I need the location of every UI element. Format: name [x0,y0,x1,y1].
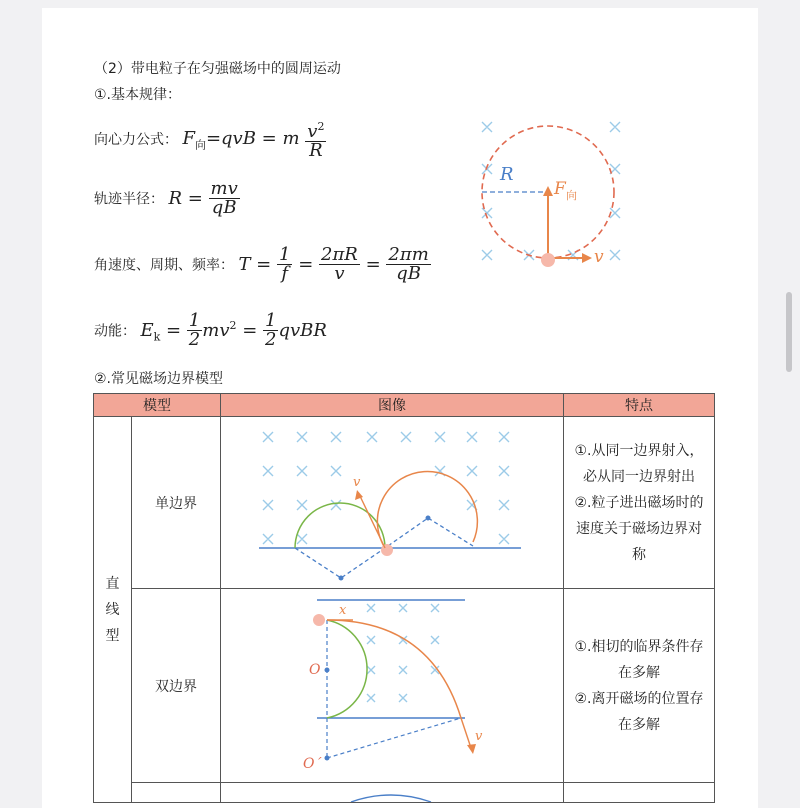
velocity-label: v [353,474,361,490]
subheading-boundary-models: ②.常见磁场边界模型 [94,371,224,387]
partial-diagram [221,784,563,802]
single-boundary-diagram [221,418,563,588]
velocity-arrowhead [582,253,592,263]
formula-radius [94,180,240,217]
force-label: F [554,179,566,199]
o-label: O [309,661,321,678]
radius-label: R [500,164,514,185]
section-heading: （2）带电粒子在匀强磁场中的圆周运动 [94,61,341,77]
formula-label: 角速度、周期、频率： [94,257,234,274]
header-model: 模型 [94,394,221,417]
model-name: 双边界 [132,589,221,783]
features-cell: ①.从同一边界射入， 必从同一边界射出 ②.粒子进出磁场时的 速度关于磁场边界对 称 [564,417,715,589]
math-expression: $E_k$ = $\frac{1}{2}$ $mv^2$ = $\frac{1}{2}$ qvBR [140,310,327,350]
figure-cell [221,589,564,783]
velocity-vector [461,718,471,748]
scrollbar[interactable] [786,292,792,372]
table-row [94,589,715,783]
green-trajectory [327,620,367,718]
particle [541,253,555,267]
math-expression: $F_向=qvB = m$ $\frac{v^2}{R}$ [182,120,325,161]
center-o [325,667,330,672]
o-prime-label: O´ [303,755,322,772]
figure-cell [221,417,564,589]
orange-trajectory [327,620,461,718]
subheading-basic-rules: ①.基本规律： [94,87,182,103]
magnetic-field-crosses [367,604,439,702]
math-expression: R = $\frac{mv}{qB}$ [168,178,238,218]
formula-kinetic-energy [94,312,327,349]
formula-centripetal [94,118,326,160]
velocity-label: v [594,247,604,267]
center-point [339,575,344,580]
table-header-row [94,394,715,417]
circular-motion-diagram [470,112,640,282]
table-row [94,417,715,589]
particle [313,614,325,626]
x-label: x [339,602,347,618]
velocity-arrowhead [467,744,476,754]
boundary-model-table [93,393,715,803]
double-boundary-diagram [221,590,563,782]
header-figure: 图像 [221,394,564,417]
formula-period [94,246,431,283]
center-point [426,515,431,520]
center-o-prime [325,755,330,760]
group-label-linear: 直 线 型 [94,417,132,803]
header-features: 特点 [564,394,715,417]
orange-trajectory [377,471,477,548]
math-expression: T = $\frac{1}{f}$ = $\frac{2\pi R}{v}$ = $\frac{2\pi m}{qB}$ [238,244,429,284]
force-label-sub: 向 [566,189,577,202]
particle [381,544,393,556]
formula-label: 动能： [94,323,136,340]
velocity-label: v [475,728,483,744]
model-name: 单边界 [132,417,221,589]
formula-label: 向心力公式： [94,132,178,148]
radius-line [327,718,461,758]
formula-label: 轨迹半径： [94,191,164,208]
features-cell: ①.相切的临界条件存 在多解 ②.离开磁场的位置存 在多解 [564,589,715,783]
force-arrowhead [543,186,553,196]
